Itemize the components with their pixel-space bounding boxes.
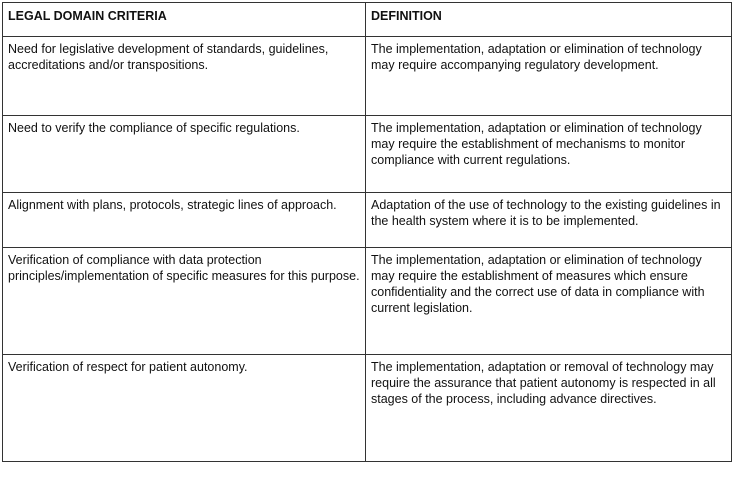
table-row xyxy=(3,193,732,248)
definition-cell: The implementation, adaptation or elimination of technology may require the establishment of mechanisms to monitor compliance with current regulations. xyxy=(366,116,732,193)
definition-cell: The implementation, adaptation or elimination of technology may require the establishment of measures which ensure confidentiality and the correct use of data in compliance with current legislation. xyxy=(366,248,732,355)
table-header-row xyxy=(3,3,732,37)
criteria-cell: Need to verify the compliance of specific regulations. xyxy=(3,116,366,193)
definition-cell: The implementation, adaptation or elimination of technology may require accompanying regulatory development. xyxy=(366,37,732,116)
definition-cell: Adaptation of the use of technology to the existing guidelines in the health system where it is to be implemented. xyxy=(366,193,732,248)
table-row xyxy=(3,116,732,193)
criteria-cell: Verification of compliance with data protection principles/implementation of specific measures for this purpose. xyxy=(3,248,366,355)
criteria-cell: Verification of respect for patient autonomy. xyxy=(3,355,366,462)
legal-domain-criteria-table xyxy=(2,2,732,462)
table-row xyxy=(3,355,732,462)
table-row xyxy=(3,248,732,355)
header-criteria: LEGAL DOMAIN CRITERIA xyxy=(3,3,366,37)
definition-cell: The implementation, adaptation or removal of technology may require the assurance that patient autonomy is respected in all stages of the process, including advance directives. xyxy=(366,355,732,462)
criteria-cell: Need for legislative development of standards, guidelines, accreditations and/or transpositions. xyxy=(3,37,366,116)
criteria-cell: Alignment with plans, protocols, strategic lines of approach. xyxy=(3,193,366,248)
table-row xyxy=(3,37,732,116)
header-definition: DEFINITION xyxy=(366,3,732,37)
